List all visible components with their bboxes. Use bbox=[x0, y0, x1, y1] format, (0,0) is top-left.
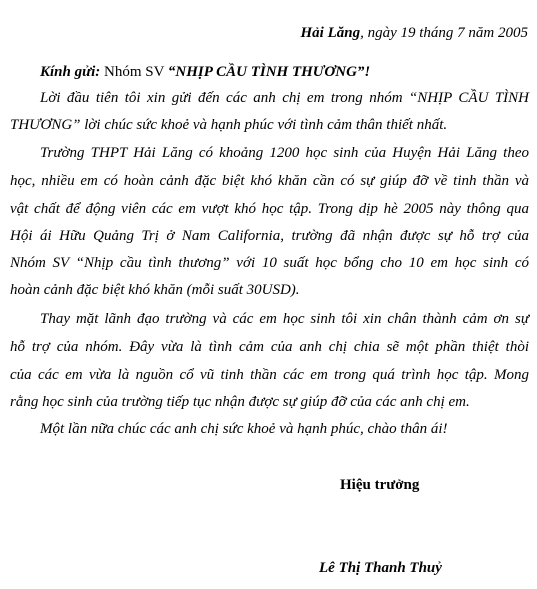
date-line bbox=[300, 24, 528, 42]
body-line: rằng học sinh của trường tiếp tục nhận được sự giúp đỡ của các anh chị em. bbox=[10, 394, 470, 410]
body-line: Nhóm SV “Nhịp cầu tình thương” với 10 suất học bổng cho 10 em học sinh có bbox=[10, 255, 529, 271]
signature-title: Hiệu trưởng bbox=[340, 477, 420, 493]
salutation bbox=[40, 63, 370, 81]
salutation-recipient-prefix: Nhóm SV bbox=[100, 64, 168, 80]
body-line: học, nhiều em có hoàn cảnh đặc biệt khó khăn cần có sự giúp đỡ về tinh thần và bbox=[10, 173, 529, 189]
body-line: hoàn cảnh đặc biệt khó khăn (mỗi suất 30USD). bbox=[10, 282, 300, 298]
body-line: Hội ái Hữu Quảng Trị ở Nam California, trường đã nhận được sự hỗ trợ của bbox=[10, 228, 529, 244]
body-line: Lời đầu tiên tôi xin gửi đến các anh chị em trong nhóm “NHỊP CẦU TÌNH bbox=[40, 90, 529, 106]
body-line: Thay mặt lãnh đạo trường và các em học sinh tôi xin chân thành cảm ơn sự bbox=[40, 311, 529, 327]
signature-name: Lê Thị Thanh Thuỷ bbox=[319, 560, 442, 576]
body-line: THƯƠNG” lời chúc sức khoẻ và hạnh phúc với tình cảm thân thiết nhất. bbox=[10, 117, 448, 133]
body-line: Trường THPT Hải Lăng có khoảng 1200 học sinh của Huyện Hải Lăng theo bbox=[40, 145, 529, 161]
body-line: của các em vừa là nguồn cổ vũ tinh thần các em trong quá trình học tập. Mong bbox=[10, 367, 529, 383]
date-place: Hải Lăng bbox=[300, 25, 361, 41]
date-text: , ngày 19 tháng 7 năm 2005 bbox=[360, 25, 528, 41]
salutation-recipient-name: “NHỊP CẦU TÌNH THƯƠNG”! bbox=[167, 64, 371, 80]
salutation-label: Kính gửi: bbox=[40, 64, 101, 80]
body-line: Một lần nữa chúc các anh chị sức khoẻ và hạnh phúc, chào thân ái! bbox=[40, 421, 448, 437]
body-line: vật chất để động viên các em vượt khó học tập. Trong dịp hè 2005 này thông qua bbox=[10, 201, 529, 217]
body-line: hỗ trợ của nhóm. Đây vừa là tình cảm của anh chị chia sẽ một phần thiệt thòi bbox=[10, 339, 529, 355]
